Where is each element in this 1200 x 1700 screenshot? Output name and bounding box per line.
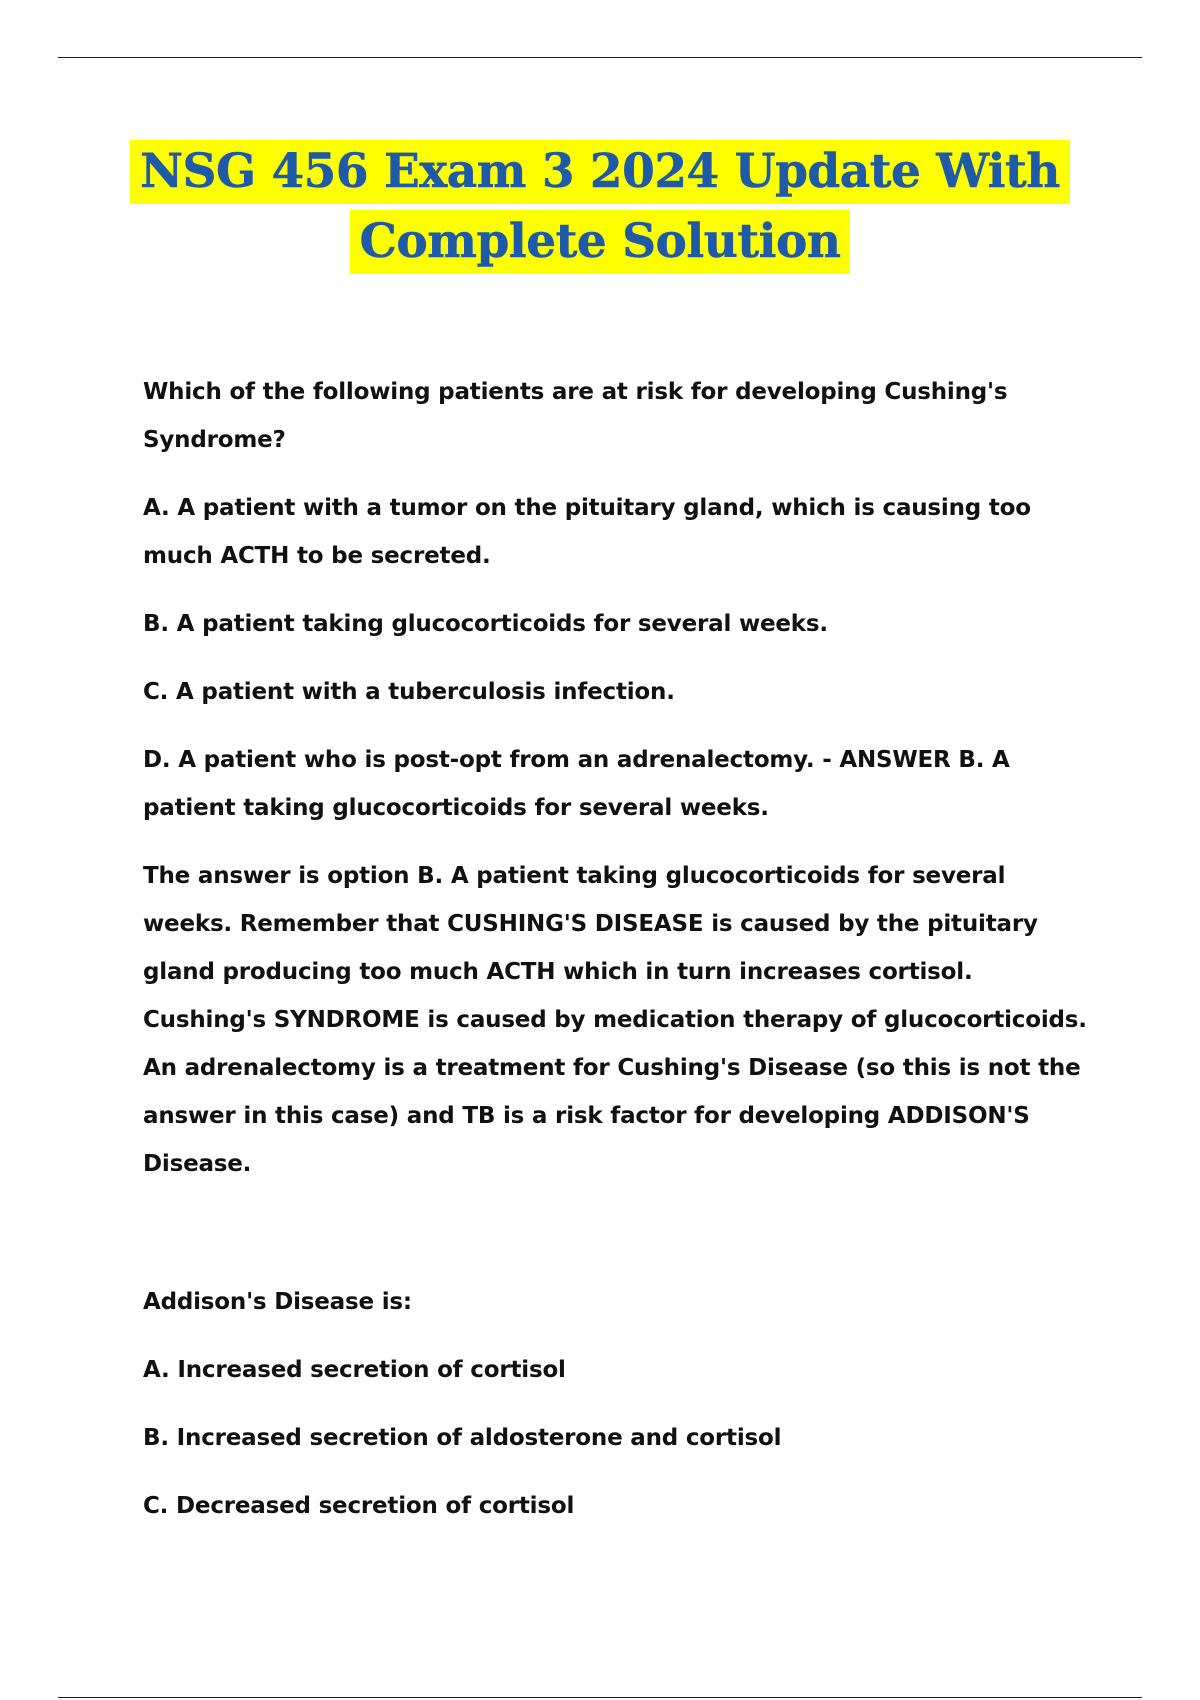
- title-line-2: Complete Solution: [350, 210, 851, 274]
- bottom-divider: [58, 1697, 1142, 1698]
- question-2-option-a: A. Increased secretion of cortisol: [143, 1357, 566, 1383]
- question-1-explanation: The answer is option B. A patient taking glucocorticoids for several weeks. Remember that CUSHING'S DISEASE is caused by the pituitary gland producing too much ACTH which in turn increases cortisol. Cushing's SYNDROME is caused by medication therapy of glucocorticoids. An adrenalectomy is a treatment for Cushing's Disease (so this is not the answer in this case) and TB is a risk factor for developing ADDISON'S Disease.: [143, 863, 1087, 1177]
- question-1-option-d-answer: D. A patient who is post-opt from an adrenalectomy. - ANSWER B. A patient taking glucocorticoids for several weeks.: [143, 747, 1010, 821]
- question-2-option-c: C. Decreased secretion of cortisol: [143, 1493, 575, 1519]
- question-1-option-b: B. A patient taking glucocorticoids for several weeks.: [143, 611, 828, 637]
- question-1-stem: Which of the following patients are at risk for developing Cushing's Syndrome?: [143, 379, 1008, 453]
- document-body: [143, 368, 1093, 1550]
- question-2-stem: Addison's Disease is:: [143, 1289, 412, 1315]
- document-title: [0, 140, 1200, 274]
- top-divider: [58, 57, 1142, 58]
- question-1-option-c: C. A patient with a tuberculosis infection.: [143, 679, 675, 705]
- title-line-1: NSG 456 Exam 3 2024 Update With: [130, 140, 1070, 204]
- question-2-option-b: B. Increased secretion of aldosterone and cortisol: [143, 1425, 782, 1451]
- question-1-option-a: A. A patient with a tumor on the pituitary gland, which is causing too much ACTH to be secreted.: [143, 495, 1031, 569]
